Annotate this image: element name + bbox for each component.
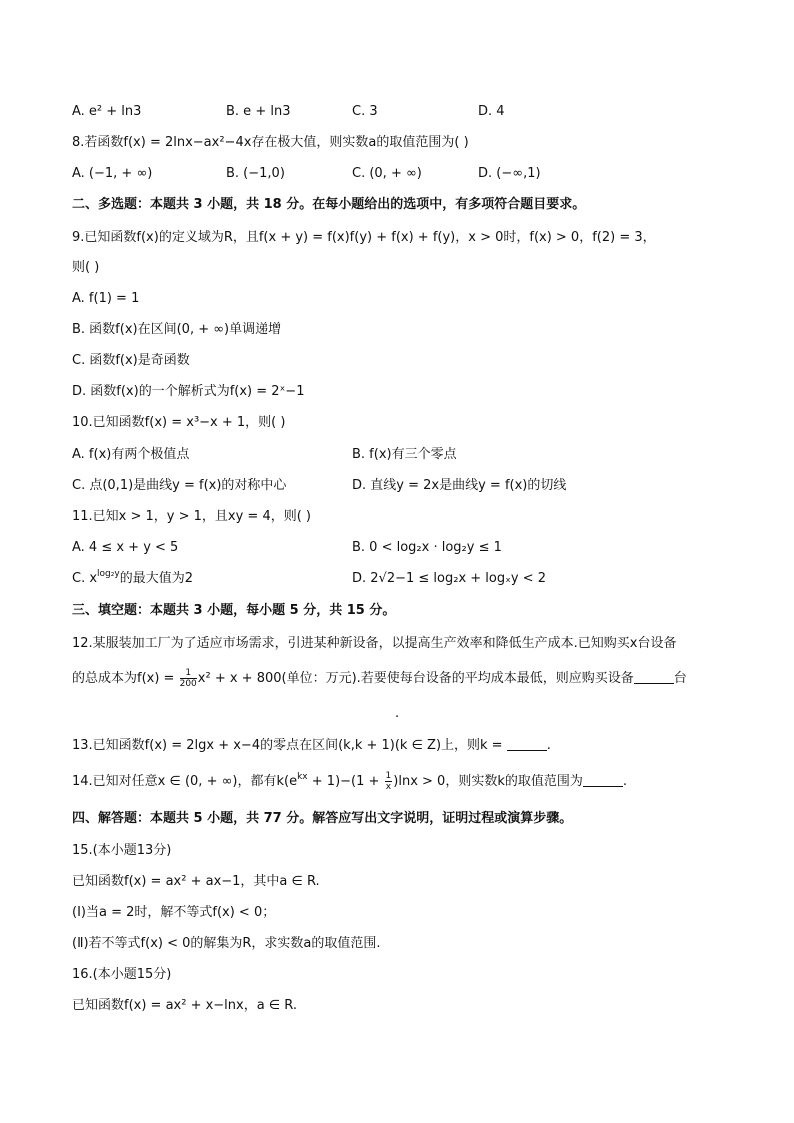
q15-part2: (Ⅱ)若不等式f(x) < 0的解集为R，求实数a的取值范围. [72,936,381,951]
q11-c-prefix: C. x [72,571,98,586]
q11-option-b: B. 0 < log₂x · log₂y ≤ 1 [352,540,502,555]
q9-option-b: B. 函数f(x)在区间(0, + ∞)单调递增 [72,322,282,337]
q12-frac-num: 1 [180,668,197,679]
q14-frac-num: 1 [385,771,392,781]
q9-option-c: C. 函数f(x)是奇函数 [72,353,190,368]
q9-option-d: D. 函数f(x)的一个解析式为f(x) = 2ˣ−1 [72,384,305,399]
q13-stem: 13.已知函数f(x) = 2lgx + x−4的零点在区间(k,k + 1)(k ∈ Z)上，则k = [72,738,503,753]
q11-c-suffix: 的最大值为2 [119,571,193,586]
q9-stem-cont: 则( ) [72,260,100,275]
q13-answer-blank[interactable] [507,736,547,751]
section3-heading: 三、填空题：本题共 3 小题，每小题 5 分，共 15 分。 [72,603,396,618]
q7-option-a: A. e² + ln3 [72,104,142,119]
q11-stem: 11.已知x > 1，y > 1，且xy = 4，则( ) [72,509,312,524]
q14-end: . [622,774,627,789]
q16-stem: 已知函数f(x) = ax² + x−lnx，a ∈ R. [72,998,297,1013]
q15-title: 15.(本小题13分) [72,843,172,858]
q12-unit: 台 [673,671,687,686]
q12-line2-prefix: 的总成本为f(x) = [72,671,175,686]
q14-stem-suffix: )lnx > 0，则实数k的取值范围为 [393,774,583,789]
q8-option-c: C. (0, + ∞) [352,166,422,181]
q15-stem: 已知函数f(x) = ax² + ax−1，其中a ∈ R. [72,874,320,889]
q10-option-b: B. f(x)有三个零点 [352,447,457,462]
q11-option-d: D. 2√2−1 ≤ log₂x + logₓy < 2 [352,571,547,586]
q14-fraction [385,771,393,792]
q13-line [72,736,551,756]
q8-option-d: D. (−∞,1) [478,166,541,181]
q10-stem: 10.已知函数f(x) = x³−x + 1，则( ) [72,415,286,430]
q12-fraction [180,668,197,689]
q14-answer-blank[interactable] [583,772,623,787]
q10-option-d: D. 直线y = 2x是曲线y = f(x)的切线 [352,478,567,493]
q15-part1: (Ⅰ)当a = 2时，解不等式f(x) < 0； [72,905,276,920]
q9-stem: 9.已知函数f(x)的定义域为R，且f(x + y) = f(x)f(y) + f(x) + f(y)，x > 0时，f(x) > 0，f(2) = 3， [72,230,656,245]
q10-option-a: A. f(x)有两个极值点 [72,447,190,462]
q9-option-a: A. f(1) = 1 [72,291,140,306]
q12-answer-blank[interactable] [634,669,674,684]
q14-stem-prefix: 14.已知对任意x ∈ (0, + ∞)，都有k(e [72,774,298,789]
q7-option-d: D. 4 [478,104,505,119]
q7-option-c: C. 3 [352,104,378,119]
q14-line [72,771,627,792]
q14-frac-den: x [385,782,392,792]
q12-line2 [72,668,687,689]
q8-option-b: B. (−1,0) [226,166,285,181]
q11-option-c [72,569,193,589]
q14-stem-mid: + 1)−(1 + [307,774,380,789]
q13-end: . [546,738,551,753]
q7-option-b: B. e + ln3 [226,104,291,119]
q12-frac-den: 200 [179,679,197,689]
section2-heading: 二、多选题：本题共 3 小题，共 18 分。在每小题给出的选项中，有多项符合题目要求。 [72,197,586,212]
q16-title: 16.(本小题15分) [72,967,172,982]
section4-heading: 四、解答题：本题共 5 小题，共 77 分。解答应写出文字说明，证明过程或演算步骤。 [72,811,573,826]
q11-option-a: A. 4 ≤ x + y < 5 [72,540,179,555]
q8-option-a: A. (−1, + ∞) [72,166,153,181]
q11-c-exponent: log₂y [97,569,120,579]
q12-line1: 12.某服装加工厂为了适应市场需求，引进某种新设备，以提高生产效率和降低生产成本.已知购买x台设备 [72,636,677,651]
q8-stem: 8.若函数f(x) = 2lnx−ax²−4x存在极大值，则实数a的取值范围为( ) [72,135,469,150]
q10-option-c: C. 点(0,1)是曲线y = f(x)的对称中心 [72,478,287,493]
q12-dot: . [395,706,400,721]
q12-line2-suffix: x² + x + 800(单位：万元).若要使每台设备的平均成本最低，则应购买设备 [197,671,634,686]
q14-exponent: kx [297,772,308,782]
